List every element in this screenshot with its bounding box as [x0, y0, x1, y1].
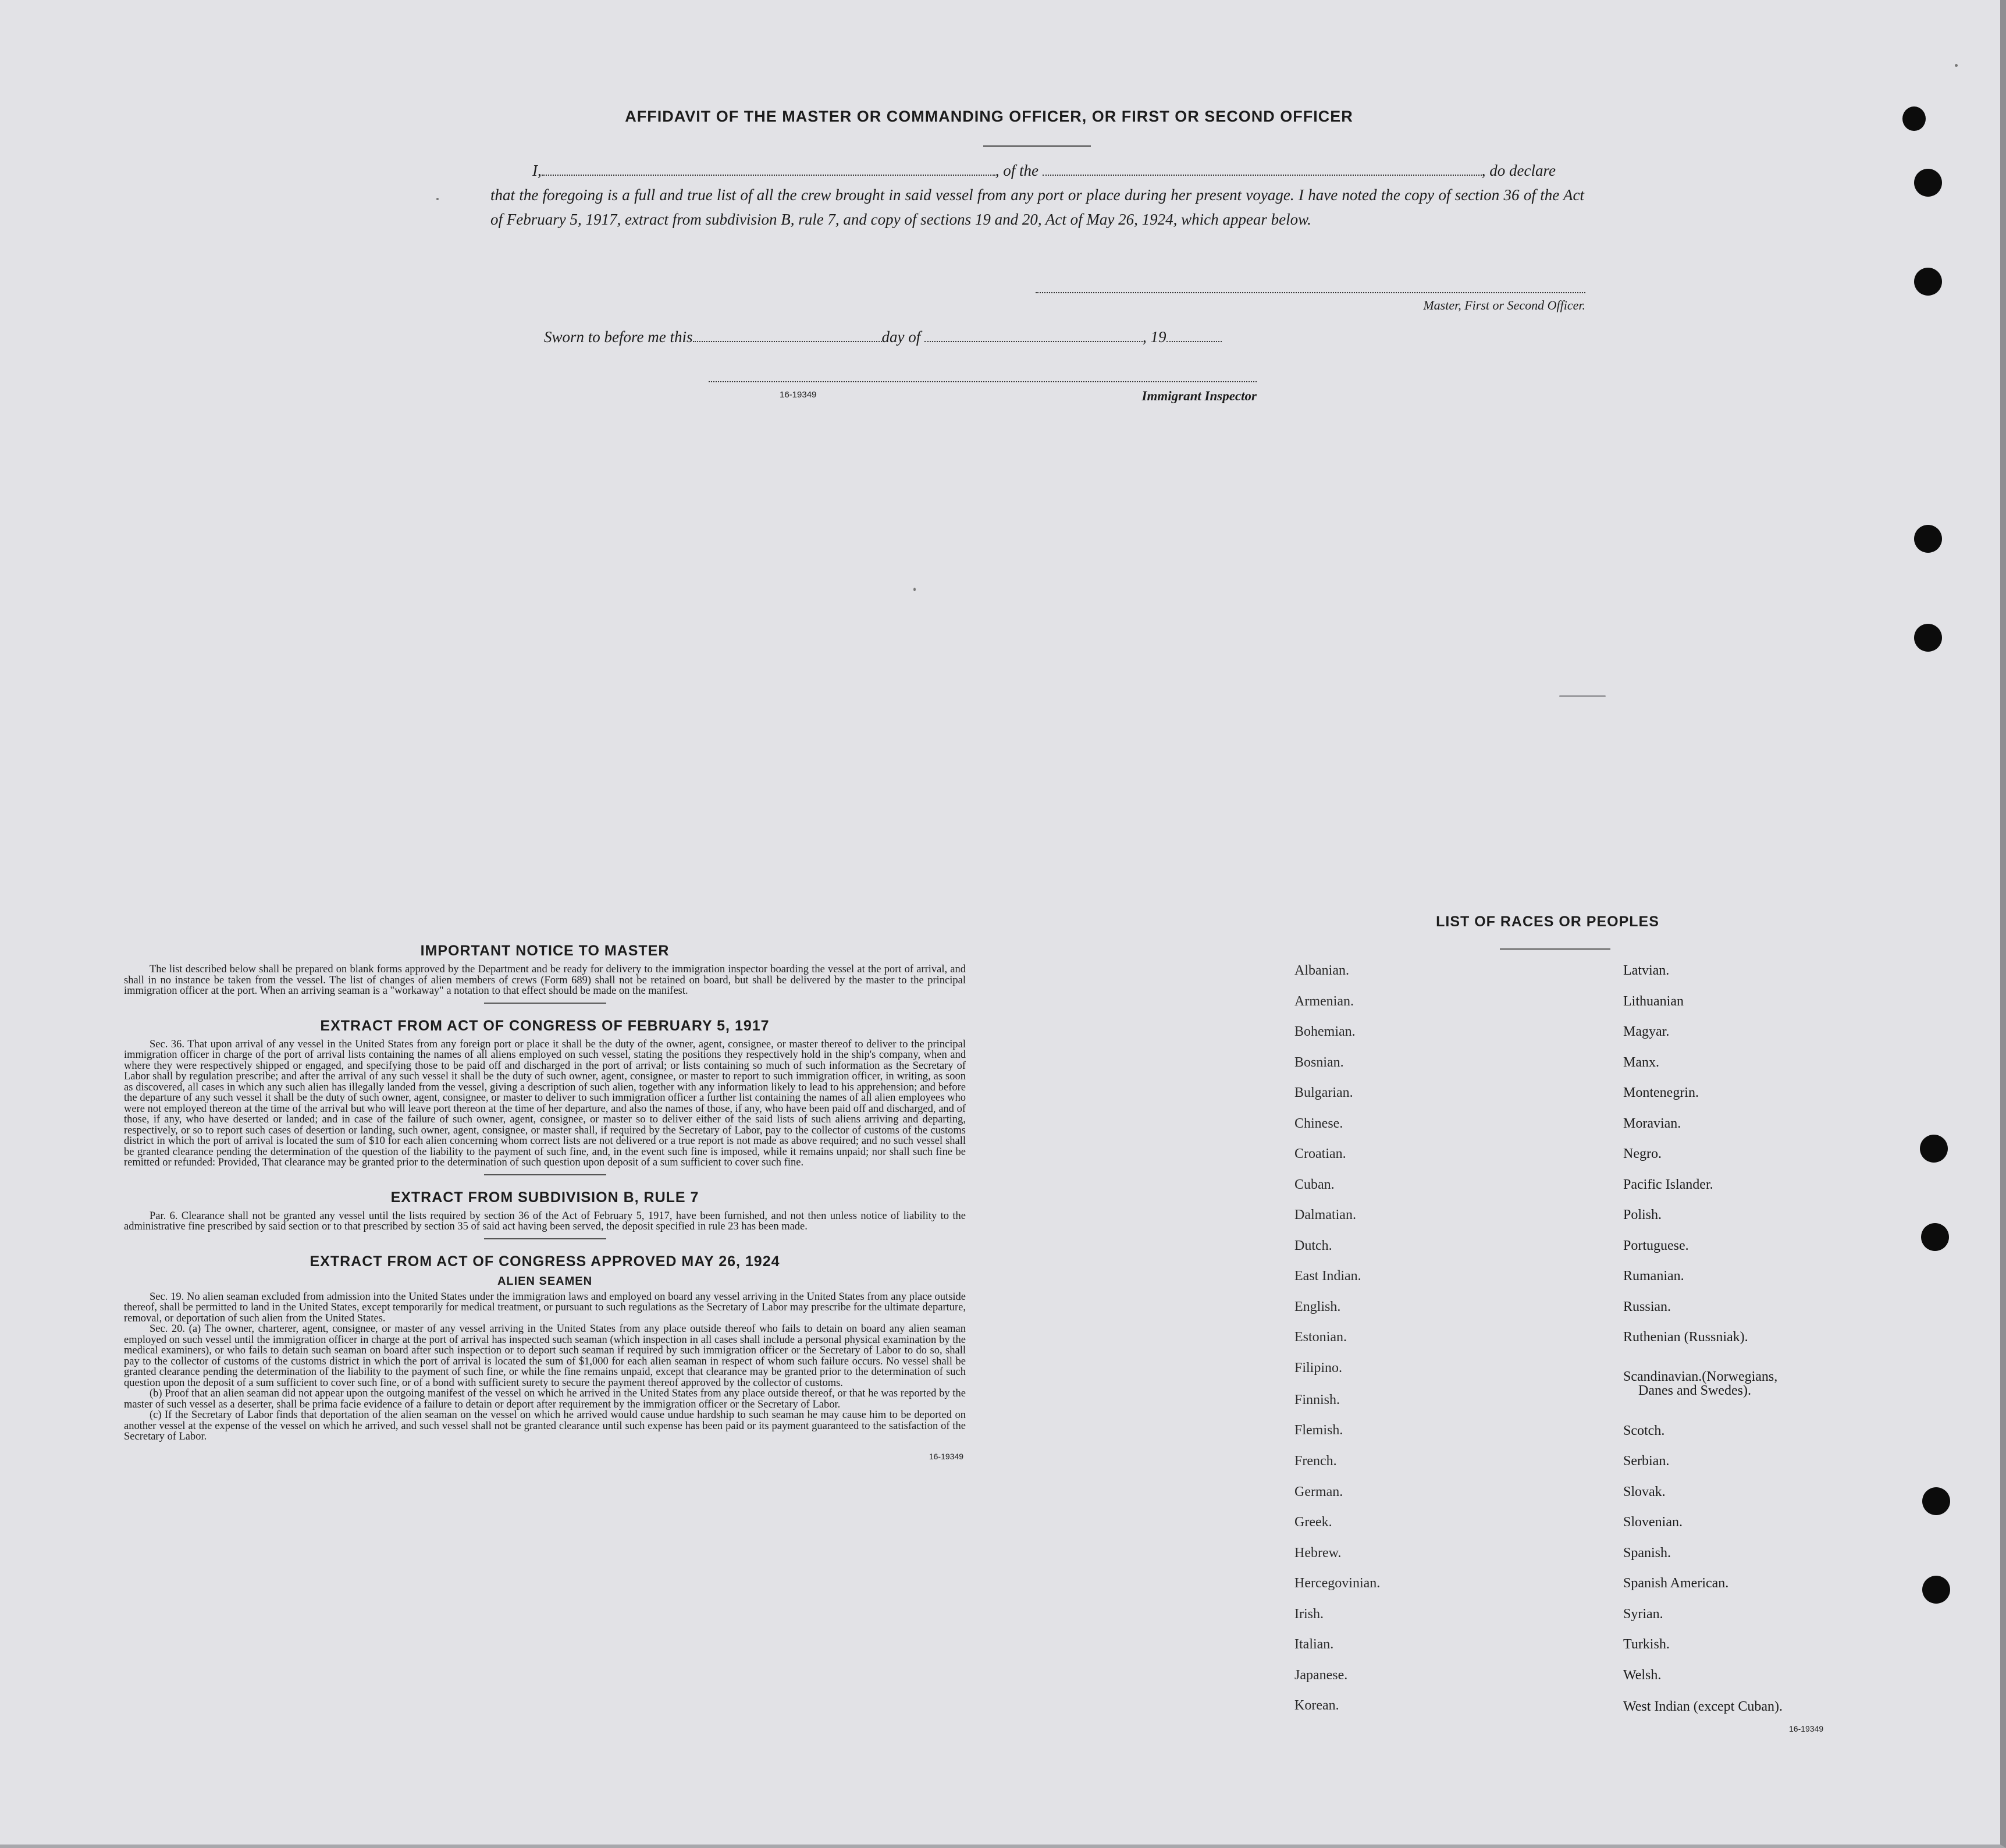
race-item: Polish.: [1623, 1207, 1662, 1222]
punch-hole: [1914, 624, 1942, 652]
form-number: 16-19349: [929, 1451, 963, 1461]
important-notice-body: The list described below shall be prepared on blank forms approved by the Department and be ready for delivery to the immigration inspector boarding the vessel at the port of arrival, and shall in no instance be taken from the vessel. The list of changes of alien members of crews (Form 689) shall not be retained on board, but shall be delivered by the master to the principal immigration officer at the port. When an arriving seaman is a "workaway" a notation to that effect should be made on the manifest.: [124, 964, 966, 997]
act-1924-title: EXTRACT FROM ACT OF CONGRESS APPROVED MAY 26, 1924: [310, 1253, 780, 1270]
race-item: Irish.: [1294, 1607, 1324, 1622]
paper-speck: [1955, 64, 1958, 67]
punch-hole: [1914, 525, 1942, 553]
race-item: English.: [1294, 1299, 1341, 1314]
rule-7-body: Par. 6. Clearance shall not be granted any vessel until the lists required by section 36 of the Act of February 5, 1917, have been furnished, and not then unless notice of liability to the administrative fine prescribed by said section or to that prescribed by section 35 of said act having been served, the deposit specified in rule 23 has been made.: [124, 1210, 966, 1232]
punch-hole: [1921, 1223, 1949, 1251]
form-number: 16-19349: [1789, 1724, 1824, 1733]
race-item: Slovenian.: [1623, 1515, 1683, 1530]
do-declare-label: , do declare: [1481, 162, 1556, 179]
i-label: I,: [532, 162, 542, 179]
race-item: Ruthenian (Russniak).: [1623, 1330, 1748, 1345]
race-item: Pacific Islander.: [1623, 1177, 1713, 1192]
race-item: Finnish.: [1294, 1392, 1340, 1408]
affidavit-text: [490, 156, 1584, 232]
race-item: German.: [1294, 1484, 1343, 1499]
sworn-year-field[interactable]: [1166, 326, 1222, 342]
race-item: Albanian.: [1294, 963, 1349, 978]
signature-field[interactable]: [1036, 292, 1585, 293]
race-item: Armenian.: [1294, 994, 1354, 1009]
section-divider: [484, 1238, 606, 1239]
race-item: Magyar.: [1623, 1024, 1670, 1039]
race-item: Hebrew.: [1294, 1545, 1342, 1561]
punch-hole: [1920, 1135, 1948, 1163]
race-item: Filipino.: [1294, 1360, 1343, 1376]
sec-20a-body: Sec. 20. (a) The owner, charterer, agent, consignee, or master of any vessel arriving in the United States from any place outside thereof who fails to detain on board any alien seaman employed on such vessel until the immigration officer in charge at the port of arrival has inspected such seaman (which inspection in all cases shall include a personal physical examination by the medical examiners), or who fails to detain such seaman on board after such inspection or to deport such seaman if required by such immigration officer or the Secretary of Labor to do so, shall pay to the collector of customs of the customs district in which the port of arrival is located the sum of $1,000 for each alien seaman in respect of whom such failure occurs. No vessel shall be granted clearance pending the determination of the liability to the payment of such fine, or while the fine remains unpaid, except that clearance may be granted prior to the determination of such question upon the deposit of a sum sufficient to cover such fine, or of a bond with sufficient surety to secure the payment thereof approved by the collector of customs.: [124, 1323, 966, 1389]
important-notice-title: IMPORTANT NOTICE TO MASTER: [420, 943, 670, 959]
races-title: LIST OF RACES OR PEOPLES: [1436, 914, 1659, 930]
race-item: Dutch.: [1294, 1238, 1332, 1253]
race-item: Turkish.: [1623, 1637, 1670, 1652]
race-item: Croatian.: [1294, 1146, 1346, 1161]
race-item: Moravian.: [1623, 1116, 1681, 1131]
race-item: Bulgarian.: [1294, 1085, 1353, 1100]
race-item: Russian.: [1623, 1299, 1671, 1314]
form-number: 16-19349: [780, 390, 817, 400]
race-item: Lithuanian: [1623, 994, 1684, 1009]
race-item: Scotch.: [1623, 1423, 1665, 1438]
rule-7-title: EXTRACT FROM SUBDIVISION B, RULE 7: [390, 1189, 699, 1206]
sec-20b-body: (b) Proof that an alien seaman did not appear upon the outgoing manifest of the vessel on which he arrived in the United States from any place outside thereof, or that he was reported by the master of such vessel as a deserter, shall be prima facie evidence of a failure to detain or deport after requirement by the immigration officer or the Secretary of Labor.: [124, 1388, 966, 1410]
punch-hole: [1922, 1487, 1950, 1515]
race-item: Latvian.: [1623, 963, 1670, 978]
section-divider: [484, 1174, 606, 1175]
paper-speck: [1559, 695, 1606, 697]
race-item: Bohemian.: [1294, 1024, 1356, 1039]
punch-hole: [1902, 106, 1926, 131]
race-item: Bosnian.: [1294, 1055, 1344, 1070]
race-item: Spanish American.: [1623, 1576, 1729, 1591]
race-item: Japanese.: [1294, 1668, 1348, 1683]
sworn-month-field[interactable]: [924, 326, 1143, 342]
race-item: Slovak.: [1623, 1484, 1666, 1499]
year-prefix: , 19: [1143, 328, 1166, 346]
race-item: Scandinavian.(Norwegians,: [1623, 1369, 1778, 1384]
title-divider: [983, 145, 1091, 147]
sworn-prefix: Sworn to before me this: [544, 328, 693, 346]
name-field[interactable]: [542, 156, 995, 176]
act-1917-body: Sec. 36. That upon arrival of any vessel in the United States from any foreign port or place it shall be the duty of the owner, agent, consignee, or master thereof to deliver to the principal immigration officer in charge of the port of arrival lists containing the names of all aliens employed on such vessel, stating the positions they respectively hold in the ship's company, when and where they were respectively shipped or engaged, and specifying those to be paid off and discharged in the port of arrival; or lists containing so much of such information as the Secretary of Labor shall by regulation prescribe; and after the arrival of any such vessel it shall be the duty of such owner, agent, consignee, or master to report to such immigration officer, in writing, as soon as discovered, all cases in which any such alien has illegally landed from the vessel, giving a description of such alien, together with any information likely to lead to his apprehension; and before the departure of any such vessel it shall be the duty of such owner, agent, consignee, or master to deliver to such immigration officer a further list containing the names of all alien employees who were not employed thereon at the time of the arrival but who will leave port thereon at the time of her departure, and also the names of those, if any, who have been paid off and discharged, and of those, if any, who have deserted or landed; and in case of the failure of such owner, agent, consignee, or master so to deliver either of the said lists of such aliens arriving and departing, respectively, or so to report such cases of desertion or landing, such owner, agent, consignee, or master shall, if required by the Secretary of Labor, pay to the collector of customs of the customs district in which the port of arrival is located the sum of $10 for each alien concerning whom correct lists are not delivered or a true report is not made as above required; and no such vessel shall be granted clearance pending the determination of the question of the liability to the payment of such fine, and, in the event such fine is imposed, while it remains unpaid; nor shall such fine be remitted or refunded: Provided, That clearance may be granted prior to the determination of such question upon deposit of a sum sufficient to cover such fine.: [124, 1038, 966, 1168]
signature-label: Master, First or Second Officer.: [1423, 298, 1585, 312]
punch-hole: [1914, 268, 1942, 296]
race-item: Estonian.: [1294, 1330, 1347, 1345]
notices-section: [124, 943, 966, 1461]
sec-20c-body: (c) If the Secretary of Labor finds that deportation of the alien seaman on the vessel on which he arrived would cause undue hardship to such seaman he may cause him to be deported on another vessel at the expense of the vessel on which he arrived, and such vessel shall not be granted clearance until such expense has been paid or its payment guaranteed to the satisfaction of the Secretary of Labor.: [124, 1409, 966, 1442]
race-item: Italian.: [1294, 1637, 1334, 1652]
race-item: Danes and Swedes).: [1638, 1383, 1751, 1398]
race-item: French.: [1294, 1453, 1337, 1469]
affidavit-title: AFFIDAVIT OF THE MASTER OR COMMANDING OFFICER, OR FIRST OR SECOND OFFICER: [625, 108, 1353, 125]
day-of-label: day of: [881, 328, 921, 346]
section-divider: [484, 1003, 606, 1004]
race-item: East Indian.: [1294, 1268, 1361, 1284]
race-item: Portuguese.: [1623, 1238, 1689, 1253]
race-item: Syrian.: [1623, 1607, 1663, 1622]
race-item: Cuban.: [1294, 1177, 1335, 1192]
race-item: West Indian (except Cuban).: [1623, 1699, 1783, 1714]
sworn-line: [544, 326, 1222, 346]
affidavit-paragraph: that the foregoing is a full and true list of all the crew brought in said vessel from any port or place during her present voyage. I have noted the copy of section 36 of the Act of February 5, 1917, extract from subdivision B, rule 7, and copy of sections 19 and 20, Act of May 26, 1924, which appear below.: [490, 186, 1584, 228]
paper-speck: [913, 588, 916, 591]
inspector-signature-field[interactable]: [709, 381, 1257, 382]
race-item: Chinese.: [1294, 1116, 1343, 1131]
of-the-label: , of the: [995, 162, 1038, 179]
sworn-day-field[interactable]: [693, 326, 882, 342]
race-item: Serbian.: [1623, 1453, 1670, 1469]
paper-speck: [436, 198, 439, 200]
vessel-field[interactable]: [1043, 156, 1482, 176]
races-divider: [1500, 948, 1610, 950]
sec-19-body: Sec. 19. No alien seaman excluded from admission into the United States under the immigration laws and employed on board any vessel arriving in the United States from any place outside thereof, shall be permitted to land in the United States, except temporarily for medical treatment, or pursuant to such regulations as the Secretary of Labor may prescribe for the ultimate departure, removal, or deportation of such alien from the United States.: [124, 1291, 966, 1324]
race-item: Dalmatian.: [1294, 1207, 1356, 1222]
inspector-label: Immigrant Inspector: [1141, 389, 1257, 403]
race-item: Hercegovinian.: [1294, 1576, 1381, 1591]
act-1917-title: EXTRACT FROM ACT OF CONGRESS OF FEBRUARY 5, 1917: [320, 1017, 770, 1034]
race-item: Manx.: [1623, 1055, 1659, 1070]
race-item: Korean.: [1294, 1698, 1339, 1713]
race-item: Flemish.: [1294, 1423, 1343, 1438]
punch-hole: [1914, 169, 1942, 197]
race-item: Greek.: [1294, 1515, 1332, 1530]
race-item: Welsh.: [1623, 1668, 1662, 1683]
alien-seamen-subtitle: ALIEN SEAMEN: [497, 1274, 593, 1288]
race-item: Negro.: [1623, 1146, 1662, 1161]
race-item: Rumanian.: [1623, 1268, 1684, 1284]
punch-hole: [1922, 1576, 1950, 1604]
race-item: Montenegrin.: [1623, 1085, 1699, 1100]
declaration-line: [490, 156, 1584, 183]
race-item: Spanish.: [1623, 1545, 1671, 1561]
